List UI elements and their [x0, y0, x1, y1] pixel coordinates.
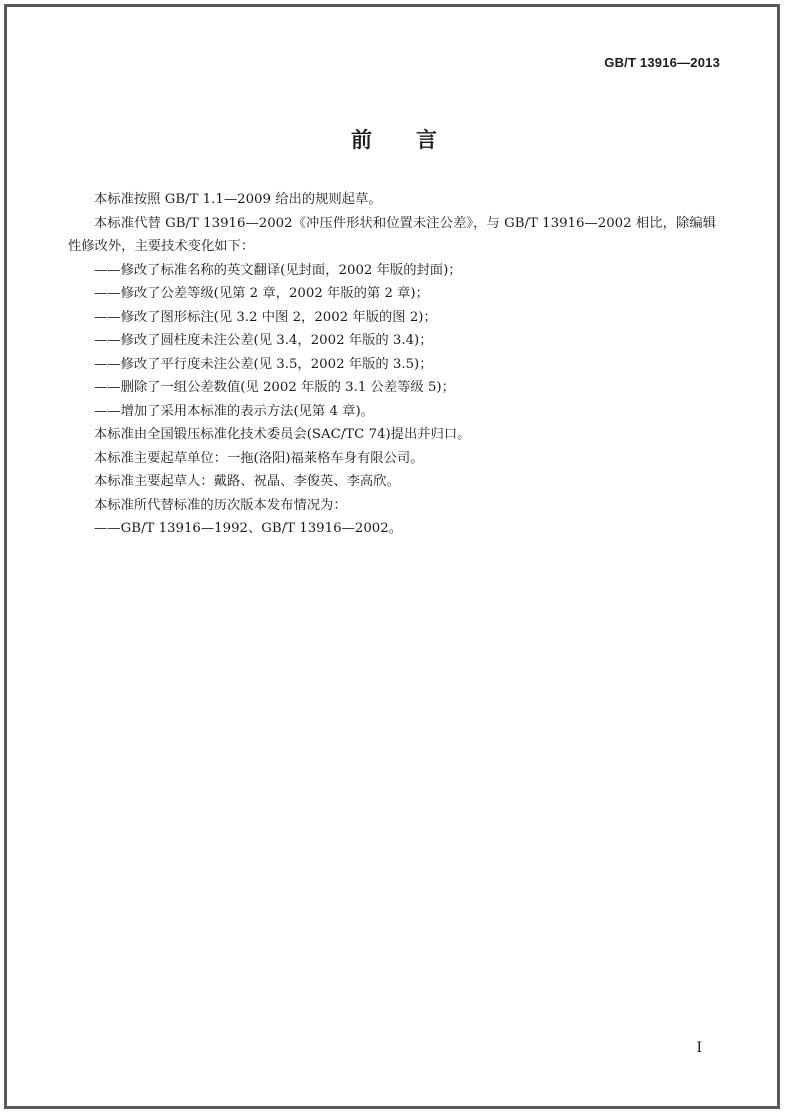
page-number: I	[696, 1040, 702, 1056]
paragraph-history-intro: 本标准所代替标准的历次版本发布情况为：	[94, 497, 347, 513]
title-char-2: 言	[416, 128, 439, 152]
list-item: ——修改了标准名称的英文翻译(见封面，2002 年版的封面)；	[94, 262, 462, 278]
list-item: ——修改了图形标注(见 3.2 中图 2，2002 年版的图 2)；	[94, 309, 437, 325]
list-item: ——修改了圆柱度未注公差(见 3.4，2002 年版的 3.4)；	[94, 333, 433, 348]
paragraph-drafting-rules: 本标准按照 GB/T 1.1—2009 给出的规则起草。	[94, 192, 382, 207]
paragraph-drafters: 本标准主要起草人：戴路、祝晶、李俊英、李高欣。	[94, 474, 400, 489]
list-item: ——GB/T 13916—1992、GB/T 13916—2002。	[94, 521, 402, 536]
standard-code: GB/T 13916—2013	[604, 55, 720, 70]
paragraph-replacement: 本标准代替 GB/T 13916—2002《冲压件形状和位置未注公差》，与 GB/T 13916—2002 相比，除编辑性修改外，主要技术变化如下：	[68, 215, 716, 254]
list-item: ——修改了平行度未注公差(见 3.5，2002 年版的 3.5)；	[94, 356, 433, 372]
foreword-body	[68, 188, 716, 541]
paragraph-drafting-unit: 本标准主要起草单位：一拖(洛阳)福莱格车身有限公司。	[94, 450, 424, 466]
page-title	[0, 124, 790, 154]
list-item: ——增加了采用本标准的表示方法(见第 4 章)。	[94, 403, 374, 419]
title-char-1: 前	[351, 128, 374, 152]
list-item: ——删除了一组公差数值(见 2002 年版的 3.1 公差等级 5)；	[94, 380, 455, 395]
paragraph-proposer: 本标准由全国锻压标准化技术委员会(SAC/TC 74)提出并归口。	[94, 427, 471, 442]
list-item: ——修改了公差等级(见第 2 章，2002 年版的第 2 章)；	[94, 286, 429, 301]
page-frame	[4, 4, 780, 1109]
